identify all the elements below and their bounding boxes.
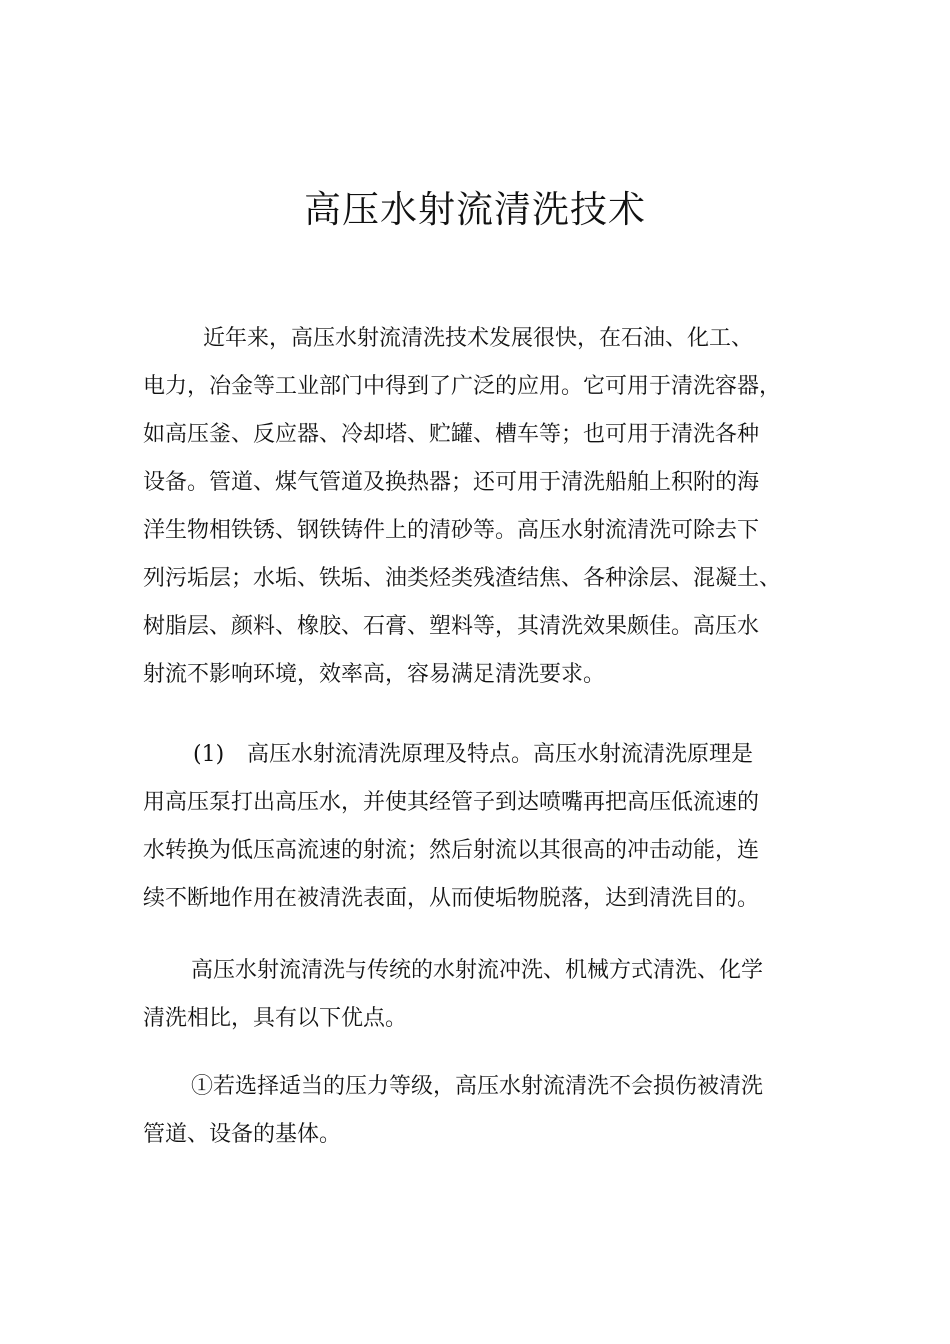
text-line: 近年来，高压水射流清洗技术发展很快，在石油、化工、 (203, 326, 754, 351)
text-line: 射流不影响环境，效率高，容易满足清洗要求。 (143, 662, 606, 687)
document-title: 高压水射流清洗技术 (304, 188, 646, 231)
item-number: (1) (193, 742, 225, 767)
text-line: 树脂层、颜料、橡胶、石膏、塑料等，其清洗效果颇佳。高压水 (143, 614, 760, 639)
text-line: ①若选择适当的压力等级，高压水射流清洗不会损伤被清洗 (191, 1074, 764, 1099)
text-line: 列污垢层；水垢、铁垢、油类烃类残渣结焦、各种涂层、混凝土、 (143, 566, 782, 591)
text-line: 高压水射流清洗与传统的水射流冲洗、机械方式清洗、化学 (191, 958, 764, 983)
text-line-content: 高压水射流清洗原理及特点。高压水射流清洗原理是 (247, 742, 754, 767)
paragraph-principle (143, 731, 827, 923)
text-line (143, 731, 827, 779)
text-line: 水转换为低压高流速的射流；然后射流以其很高的冲击动能，连 (143, 838, 760, 863)
paragraph-advantage-1 (143, 1063, 827, 1159)
paragraph-intro (143, 315, 827, 699)
text-line: 清洗相比，具有以下优点。 (143, 1006, 408, 1031)
text-line: 用高压泵打出高压水，并使其经管子到达喷嘴再把高压低流速的 (143, 790, 760, 815)
text-line: 如高压釜、反应器、冷却塔、贮罐、槽车等；也可用于清洗各种 (143, 422, 760, 447)
paragraph-comparison (143, 947, 827, 1043)
text-line: 设备。管道、煤气管道及换热器；还可用于清洗船舶上积附的海 (143, 470, 760, 495)
text-line: 续不断地作用在被清洗表面，从而使垢物脱落，达到清洗目的。 (143, 886, 760, 911)
text-line: 洋生物相铁锈、钢铁铸件上的清砂等。高压水射流清洗可除去下 (143, 518, 760, 543)
text-line: 电力，冶金等工业部门中得到了广泛的应用。它可用于清洗容器， (143, 374, 782, 399)
text-line: 管道、设备的基体。 (143, 1122, 342, 1147)
